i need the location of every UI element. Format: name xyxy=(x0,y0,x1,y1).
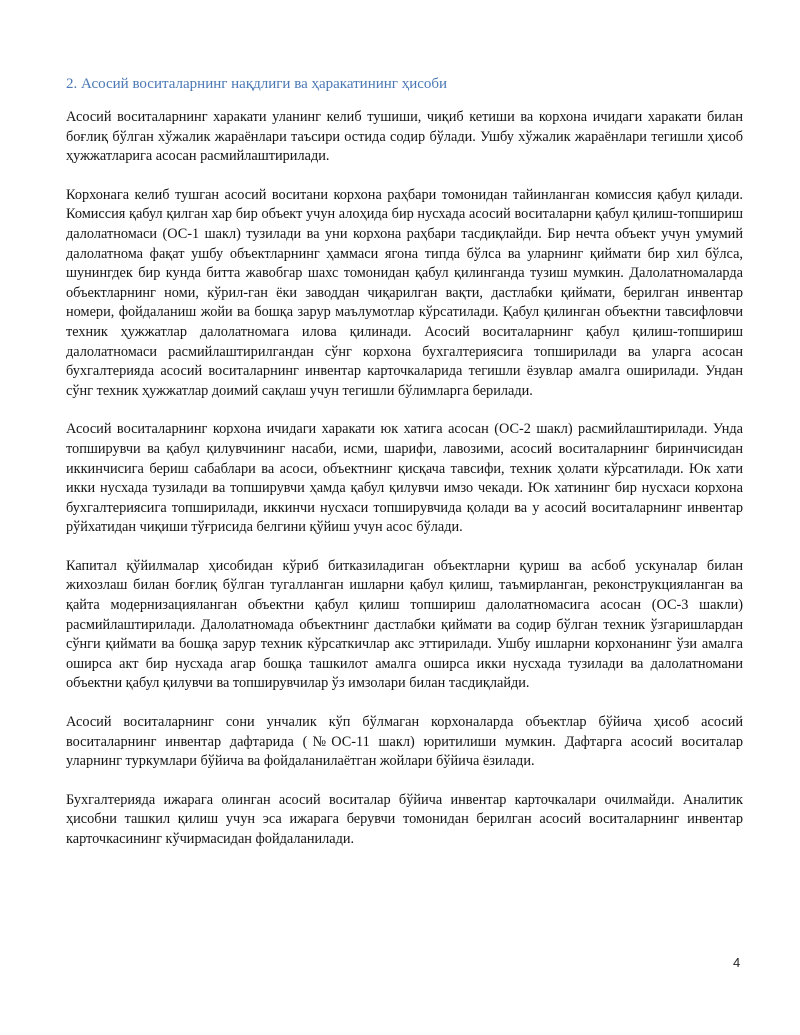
section-heading: 2. Асосий воситаларнинг нақдлиги ва ҳаракатининг ҳисоби xyxy=(66,76,448,92)
paragraph-2: Корхонага келиб тушган асосий воситани корхона раҳбари томонидан тайинланган комиссия қабул қилади. Комиссия қабул қилган хар бир объект учун алоҳида бир нусхада асосий воситаларни қабул қилиш-топшириш далолатномаси (ОС-1 шакл) тузилади ва уни корхона раҳбари тасдиқлайди. Бир нечта объект учун умумий далолатнома фақат ушбу объектларнинг ҳаммаси ягона типда бўлса ва уларнинг қиймати бир хил бўлса, шунингдек бир кунда битта жавобгар шахс томонидан қабул қилинганда тузиш мумкин. Далолатномаларда объектларнинг номи, кўрил-ган ёки заводдан чиқарилган вақти, дастлабки қиймати, берилган инвентар номери, фойдаланиш жойи ва бошқа зарур маълумотлар кўрсатилади. Қабул қилинган объектни тавсифловчи техник ҳужжатлар далолатномага илова қилинади. Асосий воситаларнинг қабул қилиш-топшириш далолатномаси расмийлаштирилгандан сўнг корхона бухгалтериясига топширилади ва уларга асосан бухгалтерияда асосий воситаларнинг инвентар карточкаларида тегишли ёзувлар амалга оширилади. Ундан сўнг техник ҳужжатлар доимий сақлаш учун тегишли бўлимларга берилади. xyxy=(66,186,743,399)
page-number: 4 xyxy=(733,955,741,970)
paragraph-4: Капитал қўйилмалар ҳисобидан кўриб битказиладиган объектларни қуриш ва асбоб ускуналар билан жихозлаш билан боғлиқ бўлган тугалланган ишларни қабул қилиш, таъмирланган, реконструкцияланган ва қайта модернизацияланган объектни қабул қилиш топшириш далолатномасига асосан (ОС-3 шакли) расмийлаштирилади. Далолатномада объектнинг дастлабки қиймати ва содир бўлган техник ўзгаришлардан сўнги қиймати ва бошқа зарур техник кўрсаткичлар акс эттирилади. Ушбу ишларни корхонанинг ўзи амалга оширса акт бир нусхада агар бошқа ташкилот амалга оширса икки нусхада тузилади ва далолатномани объектни қабул қилувчи ва топширувчилар ўз имзолари билан тасдиқлайди. xyxy=(66,557,743,692)
paragraph-3: Асосий воситаларнинг корхона ичидаги харакати юк хатига асосан (ОС-2 шакл) расмийлаштирилади. Унда топширувчи ва қабул қилувчининг насаби, исми, шарифи, лавозими, асосий воситаларнинг биринчисидан иккинчисига бериш сабаблари ва асоси, объектнинг қисқача тавсифи, техник ҳолати кўрсатилади. Юк хати икки нусхада тузилади ва топширувчи ҳамда қабул қилувчи имзо чекади. Юк хатининг бир нусхаси корхона бухгалтериясига топширилади, иккинчи нусхаси топширувчида қолади ва у асосий воситаларнинг инвентар рўйхатидан чиқиши тўғрисида белгини қўйиш учун асос бўлади. xyxy=(66,421,743,536)
body-text xyxy=(66,108,743,869)
paragraph-1: Асосий воситаларнинг харакати уланинг келиб тушиши, чиқиб кетиши ва корхона ичидаги харакати билан боғлиқ бўлган хўжалик жараёнлари таъсири остида содир бўлади. Ушбу хўжалик жараёнлари тегишли ҳисоб ҳужжатларига асосан расмийлаштирилади. xyxy=(66,109,743,165)
paragraph-5: Асосий воситаларнинг сони унчалик кўп бўлмаган корхоналарда объектлар бўйича ҳисоб асосий воситаларнинг инвентар дафтарида (№ОС-11 шакл) юритилиши мумкин. Дафтарга асосий воситалар уларнинг туркумлари бўйича ва фойдаланилаётган жойлари бўйича ёзилади. xyxy=(66,714,743,770)
paragraph-6: Бухгалтерияда ижарага олинган асосий воситалар бўйича инвентар карточкалари очилмайди. Аналитик ҳисобни ташкил қилиш учун эса ижарага берувчи томонидан берилган асосий воситаларнинг инвентар карточкасининг кўчирмасидан фойдаланилади. xyxy=(66,791,743,847)
